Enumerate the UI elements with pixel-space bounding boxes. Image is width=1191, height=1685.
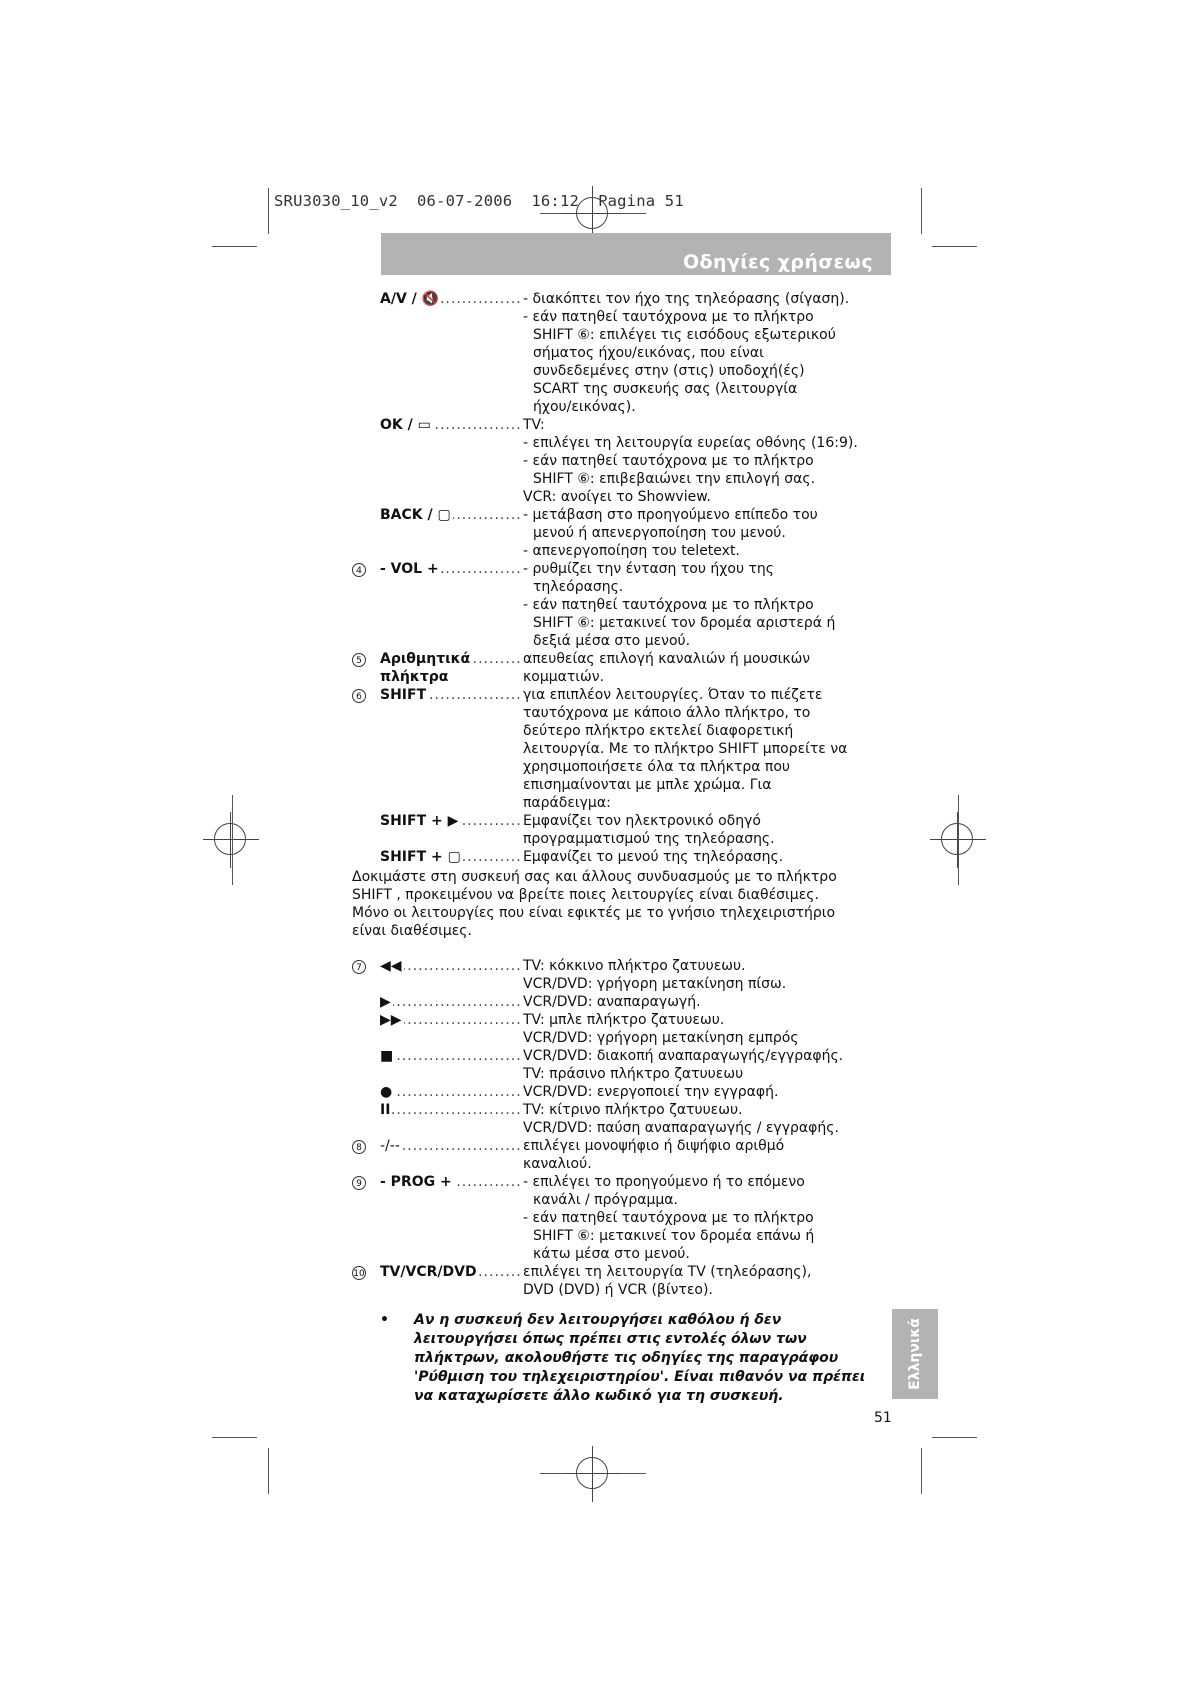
description-line: - εάν πατηθεί ταυτόχρονα με το πλήκτρο — [523, 453, 814, 469]
description-line: SCART της συσκευής σας (λειτουργία — [533, 381, 798, 397]
crop-mark — [212, 1437, 257, 1438]
description-line: κανάλι / πρόγραμμα. — [533, 1192, 678, 1208]
key-entry — [380, 416, 900, 506]
entry-number — [352, 848, 380, 866]
key-label: ▶ — [380, 994, 391, 1010]
key-entry — [380, 506, 900, 560]
key-name — [380, 1011, 523, 1047]
key-description — [523, 650, 900, 686]
description-line: SHIFT ⑥: επιλέγει τις εισόδους εξωτερικού — [533, 327, 836, 343]
key-label: - PROG + — [380, 1174, 452, 1190]
entry-number-badge: 7 — [352, 960, 366, 974]
key-entry — [356, 957, 900, 993]
description-line: για επιπλέον λειτουργίες. Όταν το πιέζετε — [523, 687, 823, 703]
bullet-icon: • — [380, 1312, 389, 1328]
key-entry — [356, 650, 900, 686]
key-name — [380, 686, 523, 812]
key-description — [523, 1011, 900, 1047]
description-line: VCR/DVD: γρήγορη μετακίνηση πίσω. — [523, 976, 787, 992]
key-name — [380, 290, 523, 416]
entry-number-badge: 4 — [352, 563, 366, 577]
paragraph-line: Μόνο οι λειτουργίες που είναι εφικτές με το γνήσιο τηλεχειριστήριο — [352, 905, 836, 921]
key-name — [380, 1263, 523, 1299]
key-name — [380, 1173, 523, 1263]
key-label: ◀◀ — [380, 958, 402, 974]
entry-number-badge: 9 — [352, 1176, 366, 1190]
description-line: επισημαίνονται με μπλε χρώμα. Για — [523, 777, 772, 793]
key-name — [380, 1137, 523, 1173]
key-label: OK / ▭ — [380, 417, 431, 433]
entry-number — [352, 560, 380, 650]
warning-note — [380, 1311, 880, 1406]
key-description — [523, 1083, 900, 1101]
entry-number — [352, 1101, 380, 1137]
print-slug: SRU3030_10_v2 06-07-2006 16:12 Pagina 51 — [274, 192, 684, 210]
entry-number — [352, 1011, 380, 1047]
description-line: DVD (DVD) ή VCR (βίντεο). — [523, 1282, 713, 1298]
key-name — [380, 560, 523, 650]
entry-number — [352, 812, 380, 848]
key-entry — [356, 1137, 900, 1173]
entry-number — [352, 1173, 380, 1263]
key-description — [523, 1047, 900, 1083]
entry-number-badge: 10 — [352, 1266, 366, 1280]
description-line: VCR/DVD: ενεργοποιεί την εγγραφή. — [523, 1084, 779, 1100]
key-entry — [380, 1047, 900, 1083]
key-description — [523, 560, 900, 650]
key-label: - VOL + — [380, 561, 439, 577]
description-line: συνδεδεμένες στην (στις) υποδοχή(ές) — [533, 363, 805, 379]
description-line: - ρυθμίζει την ένταση του ήχου της — [523, 561, 775, 577]
key-description — [523, 993, 900, 1011]
description-line: - εάν πατηθεί ταυτόχρονα με το πλήκτρο — [523, 597, 814, 613]
key-description — [523, 506, 900, 560]
crop-mark — [932, 1437, 977, 1438]
key-name — [380, 993, 523, 1011]
key-name — [380, 650, 523, 686]
shift-paragraph — [352, 868, 900, 940]
key-name — [380, 848, 523, 866]
description-line: TV: πράσινο πλήκτρο ζατυυεωυ — [523, 1066, 744, 1082]
entry-number — [352, 1263, 380, 1299]
crop-mark — [921, 1448, 922, 1494]
description-line: δεύτερο πλήκτρο εκτελεί διαφορετική — [523, 723, 794, 739]
key-name — [380, 1101, 523, 1137]
description-line: σήματος ήχου/εικόνας, που είναι — [533, 345, 764, 361]
language-tab — [892, 1309, 938, 1399]
key-description — [523, 1173, 900, 1263]
key-label: ● — [380, 1084, 393, 1100]
description-line: VCR/DVD: γρήγορη μετακίνηση εμπρός — [523, 1030, 799, 1046]
key-label: ▶▶ — [380, 1012, 402, 1028]
key-label: BACK / ▢ — [380, 507, 451, 523]
key-label: ■ — [380, 1048, 394, 1064]
entry-number-badge: 6 — [352, 689, 366, 703]
key-entry — [356, 686, 900, 812]
key-label: A/V / 🔇 — [380, 291, 440, 307]
warning-text: Αν η συσκευή δεν λειτουργήσει καθόλου ή δεν λειτουργήσει όπως πρέπει στις εντολές όλων των πλήκτρων, ακολουθήστε τις οδηγίες της παραγράφου 'Ρύθμιση του τηλεχειριστηρίου'. Είναι πιθανόν να πρέπει να καταχωρίσετε άλλο κωδικό για τη συσκευή. — [414, 1312, 866, 1404]
key-label-line2: πλήκτρα — [380, 669, 449, 685]
description-line: VCR/DVD: παύση αναπαραγωγής / εγγραφής. — [523, 1120, 839, 1136]
description-line: - μετάβαση στο προηγούμενο επίπεδο του — [523, 507, 818, 523]
paragraph-line: SHIFT , προκειμένου να βρείτε ποιες λειτουργίες είναι διαθέσιμες. — [352, 887, 819, 903]
description-line: λειτουργία. Με το πλήκτρο SHIFT μπορείτε να — [523, 741, 848, 757]
entry-number — [352, 993, 380, 1011]
key-description — [523, 812, 900, 848]
section-header — [381, 233, 891, 275]
crop-mark — [958, 795, 959, 885]
key-description — [523, 848, 900, 866]
description-line: TV: — [523, 417, 545, 433]
key-entry — [380, 1011, 900, 1047]
crop-mark — [268, 1448, 269, 1494]
key-entry — [380, 1083, 900, 1101]
entry-number — [352, 1047, 380, 1083]
key-name — [380, 812, 523, 848]
key-entry — [380, 812, 900, 848]
description-line: TV: μπλε πλήκτρο ζατυυεωυ. — [523, 1012, 725, 1028]
description-line: TV: κίτρινο πλήκτρο ζατυυεωυ. — [523, 1102, 743, 1118]
key-list — [352, 290, 900, 1299]
description-line: επιλέγει μονοψήφιο ή διψήφιο αριθμό — [523, 1138, 785, 1154]
key-label: II — [380, 1102, 391, 1118]
description-line: - εάν πατηθεί ταυτόχρονα με το πλήκτρο — [523, 309, 814, 325]
crop-mark — [232, 795, 233, 885]
registration-mark-icon — [203, 812, 259, 868]
description-line: ταυτόχρονα με κάποιο άλλο πλήκτρο, το — [523, 705, 811, 721]
description-line: Εμφανίζει τον ηλεκτρονικό οδηγό — [523, 813, 761, 829]
description-line: παράδειγμα: — [523, 795, 611, 811]
entry-number — [352, 686, 380, 812]
description-line: απευθείας επιλογή καναλιών ή μουσικών — [523, 651, 811, 667]
key-name — [380, 506, 523, 560]
key-label: SHIFT + ▢ — [380, 849, 461, 865]
key-label: -/-- — [380, 1138, 400, 1154]
entry-number — [352, 1083, 380, 1101]
description-line: - διακόπτει τον ήχο της τηλεόρασης (σίγαση). — [523, 291, 850, 307]
description-line: χρησιμοποιήσετε όλα τα πλήκτρα που — [523, 759, 790, 775]
entry-number — [352, 506, 380, 560]
key-entry — [353, 1263, 900, 1299]
description-line: SHIFT ⑥: μετακινεί τον δρομέα επάνω ή — [533, 1228, 815, 1244]
key-name — [380, 1083, 523, 1101]
description-line: Εμφανίζει το μενού της τηλεόρασης. — [523, 849, 784, 865]
description-line: καναλιού. — [523, 1156, 592, 1172]
registration-mark-icon — [565, 1446, 621, 1502]
key-entry — [356, 1173, 900, 1263]
key-label: SHIFT + ▶ — [380, 813, 459, 829]
description-line: - εάν πατηθεί ταυτόχρονα με το πλήκτρο — [523, 1210, 814, 1226]
description-line: VCR/DVD: διακοπή αναπαραγωγής/εγγραφής. — [523, 1048, 844, 1064]
key-entries-playback — [353, 957, 900, 1299]
description-line: SHIFT ⑥: επιβεβαιώνει την επιλογή σας. — [533, 471, 816, 487]
description-line: προγραμματισμού της τηλεόρασης. — [523, 831, 775, 847]
description-line: - επιλέγει τη λειτουργία ευρείας οθόνης (16:9). — [523, 435, 858, 451]
description-line: VCR/DVD: αναπαραγωγή. — [523, 994, 701, 1010]
key-description — [523, 686, 900, 812]
entry-number — [352, 1137, 380, 1173]
entry-number — [352, 416, 380, 506]
description-line: επιλέγει τη λειτουργία TV (τηλεόρασης), — [523, 1264, 812, 1280]
key-entry — [380, 848, 900, 866]
description-line: κάτω μέσα στο μενού. — [533, 1246, 690, 1262]
description-line: κομματιών. — [523, 669, 605, 685]
description-line: VCR: ανοίγει το Showview. — [523, 489, 711, 505]
key-name — [380, 416, 523, 506]
description-line: - απενεργοποίηση του teletext. — [523, 543, 740, 559]
description-line: - επιλέγει το προηγούμενο ή το επόμενο — [523, 1174, 805, 1190]
key-description — [523, 1137, 900, 1173]
description-line: TV: κόκκινο πλήκτρο ζατυυεωυ. — [523, 958, 746, 974]
entry-number — [352, 650, 380, 686]
language-tab-label: Ελληνικά — [907, 1318, 923, 1390]
key-label: TV/VCR/DVD — [380, 1264, 477, 1280]
section-title: Οδηγίες χρήσεως — [682, 251, 873, 273]
description-line: SHIFT ⑥: μετακινεί τον δρομέα αριστερά ή — [533, 615, 836, 631]
key-description — [523, 957, 900, 993]
paragraph-line: Δοκιμάστε στη συσκευή σας και άλλους συνδυασμούς με το πλήκτρο — [352, 869, 837, 885]
crop-mark — [921, 188, 922, 234]
key-entries — [356, 290, 900, 866]
entry-number — [352, 290, 380, 416]
key-label: Αριθμητικά — [380, 651, 471, 667]
key-entry — [380, 993, 900, 1011]
key-label: SHIFT — [380, 687, 427, 703]
entry-number — [352, 957, 380, 993]
key-entry — [380, 1101, 900, 1137]
key-description — [523, 1263, 900, 1299]
entry-number-badge: 5 — [352, 653, 366, 667]
crop-mark — [932, 246, 977, 247]
description-line: δεξιά μέσα στο μενού. — [533, 633, 691, 649]
key-name — [380, 1047, 523, 1083]
key-entry — [380, 290, 900, 416]
entry-number-badge: 8 — [352, 1140, 366, 1154]
key-description — [523, 1101, 900, 1137]
key-description — [523, 290, 900, 416]
key-name — [380, 957, 523, 993]
crop-mark — [212, 246, 257, 247]
description-line: τηλεόρασης. — [533, 579, 624, 595]
key-description — [523, 416, 900, 506]
description-line: μενού ή απενεργοποίηση του μενού. — [533, 525, 786, 541]
page-number: 51 — [874, 1410, 892, 1426]
paragraph-line: είναι διαθέσιμες. — [352, 923, 472, 939]
crop-mark — [268, 188, 269, 234]
description-line: ήχου/εικόνας). — [533, 399, 636, 415]
key-entry — [356, 560, 900, 650]
